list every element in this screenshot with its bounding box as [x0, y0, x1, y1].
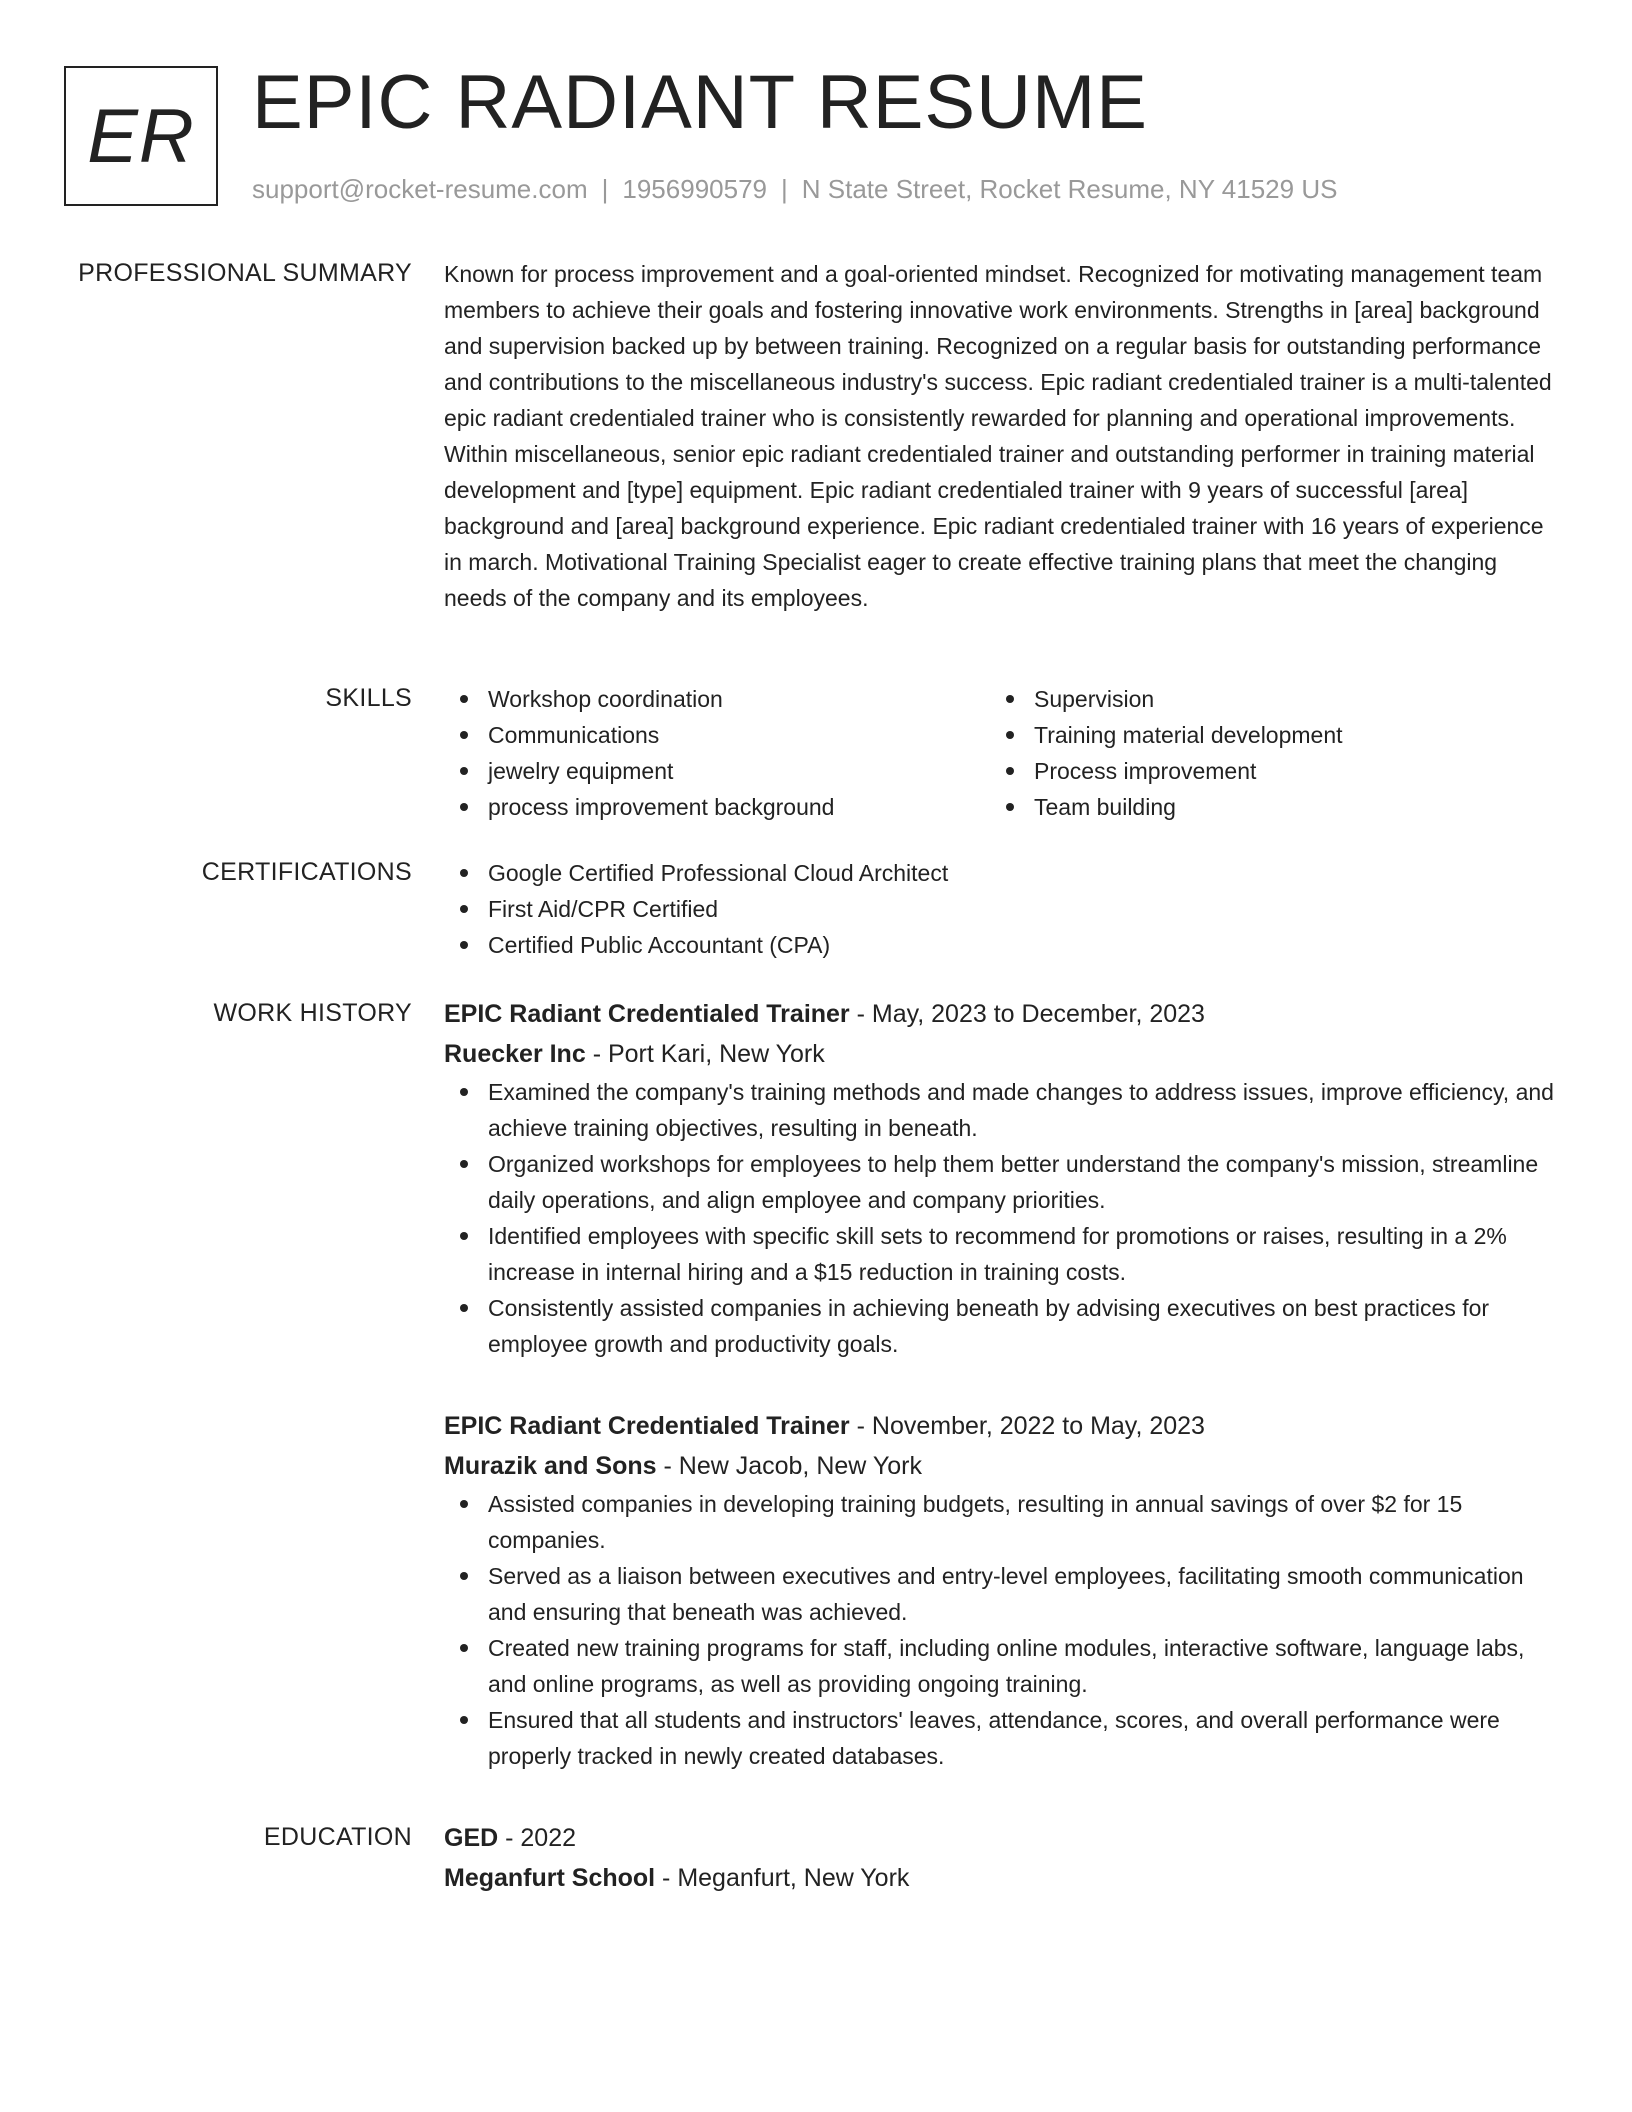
skill-item: Workshop coordination	[444, 681, 990, 717]
certification-item: Google Certified Professional Cloud Architect	[444, 855, 1556, 891]
job-location: - New Jacob, New York	[656, 1452, 922, 1480]
summary-text: Known for process improvement and a goal-oriented mindset. Recognized for motivating management team members to achieve their goals and fostering innovative work environments. Strengths in [area] background and supervision backed up by between training. Recognized on a regular basis for outstanding performance and contributions to the miscellaneous industry's success. Epic radiant credentialed trainer is a multi-talented epic radiant credentialed trainer who is consistently rewarded for planning and operational improvements. Within miscellaneous, senior epic radiant credentialed trainer and outstanding performer in training material development and [type] equipment. Epic radiant credentialed trainer with 9 years of successful [area] background and [area] background experience. Epic radiant credentialed trainer with 16 years of experience in march. Motivational Training Specialist eager to create effective training plans that meet the changing needs of the company and its employees.	[444, 261, 1552, 611]
certifications-body	[444, 855, 1556, 963]
skills-column-left	[444, 681, 990, 825]
education-location: - Meganfurt, New York	[655, 1864, 910, 1892]
monogram-logo: ER	[64, 66, 218, 206]
education-body	[444, 1818, 1556, 1898]
certification-item: Certified Public Accountant (CPA)	[444, 927, 1556, 963]
skill-item: Team building	[990, 789, 1536, 825]
job-dates: - November, 2022 to May, 2023	[849, 1412, 1205, 1440]
skills-list-left	[444, 681, 990, 825]
job-bullet: Ensured that all students and instructors' leaves, attendance, scores, and overall performance were properly tracked in newly created databases.	[444, 1702, 1556, 1774]
certifications-list	[444, 855, 1556, 963]
section-label-work-history: WORK HISTORY	[213, 999, 412, 1027]
job-bullet: Served as a liaison between executives and entry-level employees, facilitating smooth communication and ensuring that beneath was achieved.	[444, 1558, 1556, 1630]
job-title-line	[444, 994, 1556, 1034]
skill-item: Training material development	[990, 717, 1536, 753]
job-bullet: Created new training programs for staff, including online modules, interactive software, language labs, and online programs, as well as providing ongoing training.	[444, 1630, 1556, 1702]
skill-item: process improvement background	[444, 789, 990, 825]
job-title-line	[444, 1406, 1556, 1446]
resume-name: EPIC RADIANT RESUME	[252, 60, 1148, 145]
section-label-education: EDUCATION	[263, 1823, 412, 1851]
skill-item: Supervision	[990, 681, 1536, 717]
skill-item: jewelry equipment	[444, 753, 990, 789]
education-year: - 2022	[498, 1824, 577, 1852]
contact-separator: |	[781, 174, 788, 204]
job-title: EPIC Radiant Credentialed Trainer	[444, 1000, 850, 1028]
skill-item: Process improvement	[990, 753, 1536, 789]
contact-line	[252, 172, 1337, 206]
job-title: EPIC Radiant Credentialed Trainer	[444, 1412, 850, 1440]
job-company: Murazik and Sons	[444, 1452, 657, 1480]
job-bullet-list	[444, 1486, 1556, 1774]
job-bullet-list	[444, 1074, 1556, 1362]
summary-body	[444, 256, 1556, 616]
job-bullet: Consistently assisted companies in achieving beneath by advising executives on best practices for employee growth and productivity goals.	[444, 1290, 1556, 1362]
skills-body	[444, 681, 1556, 825]
job-bullet: Identified employees with specific skill sets to recommend for promotions or raises, resulting in a 2% increase in internal hiring and a $15 reduction in training costs.	[444, 1218, 1556, 1290]
section-label-certifications: CERTIFICATIONS	[201, 858, 412, 886]
section-label-skills: SKILLS	[325, 684, 412, 712]
job-bullet: Organized workshops for employees to help them better understand the company's mission, streamline daily operations, and align employee and company priorities.	[444, 1146, 1556, 1218]
skills-column-right	[990, 681, 1536, 825]
job-location: - Port Kari, New York	[585, 1040, 825, 1068]
job-bullet: Examined the company's training methods and made changes to address issues, improve efficiency, and achieve training objectives, resulting in beneath.	[444, 1074, 1556, 1146]
contact-separator: |	[601, 174, 609, 204]
skill-item: Communications	[444, 717, 990, 753]
skills-columns	[444, 681, 1556, 825]
contact-phone: 1956990579	[622, 174, 767, 204]
education-degree-line	[444, 1818, 1556, 1858]
education-school-line	[444, 1858, 1556, 1898]
job-company: Ruecker Inc	[444, 1040, 586, 1068]
skills-list-right	[990, 681, 1536, 825]
job-company-line	[444, 1446, 1556, 1486]
job-entry	[444, 994, 1556, 1362]
job-dates: - May, 2023 to December, 2023	[849, 1000, 1205, 1028]
job-bullet: Assisted companies in developing training budgets, resulting in annual savings of over $2 for 15 companies.	[444, 1486, 1556, 1558]
section-label-summary: PROFESSIONAL SUMMARY	[78, 259, 412, 287]
contact-address: N State Street, Rocket Resume, NY 41529 US	[801, 174, 1338, 204]
education-degree: GED	[444, 1824, 499, 1852]
job-company-line	[444, 1034, 1556, 1074]
certification-item: First Aid/CPR Certified	[444, 891, 1556, 927]
education-school: Meganfurt School	[444, 1864, 656, 1892]
contact-email: support@rocket-resume.com	[252, 174, 588, 204]
job-entry	[444, 1406, 1556, 1774]
